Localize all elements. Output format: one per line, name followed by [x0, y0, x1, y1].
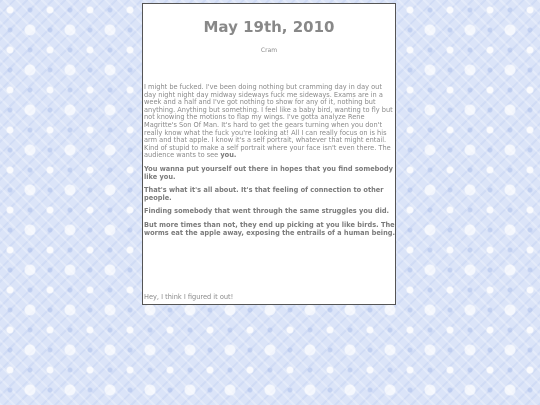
paragraph-1-emphasis: you. [220, 151, 237, 160]
paragraph-5: But more times than not, they end up picking at you like birds. The worms eat the apple away, exposing the entrails of a human being. [144, 220, 395, 237]
paragraph-4: Finding somebody that went through the same struggles you did. [144, 207, 390, 216]
post-title: May 19th, 2010 [203, 18, 335, 36]
paragraph-1 [144, 84, 396, 160]
post-footer-text: Hey, I think I figured it out! [144, 293, 234, 301]
post-body [144, 84, 396, 243]
post-author: Cram [260, 47, 278, 54]
paragraph-1-text: I might be fucked. I've been doing nothing but cramming day in day out day night night day midway sideways fuck me sideways. Exams are in a week and a half and I've got nothing to show for any of it, nothing but anything. Anything but something. I feel like a baby bird, wanting to fly but not knowing the motions to flap my wings. I've gotta analyze Rene Magritte's Son Of Man. It's hard to get the gears turning when you don't really know what the fuck you're looking at! All I can really focus on is his arm and that apple. I know it's a self portrait, whatever that might entail. Kind of stupid to make a self portrait where your face isn't even there. The audience wants to see [144, 83, 393, 160]
blog-post [142, 3, 396, 305]
paragraph-2: You wanna put yourself out there in hopes that you find somebody like you. [144, 164, 393, 181]
paragraph-3: That's what it's all about. It's that feeling of connection to other people. [144, 186, 384, 202]
